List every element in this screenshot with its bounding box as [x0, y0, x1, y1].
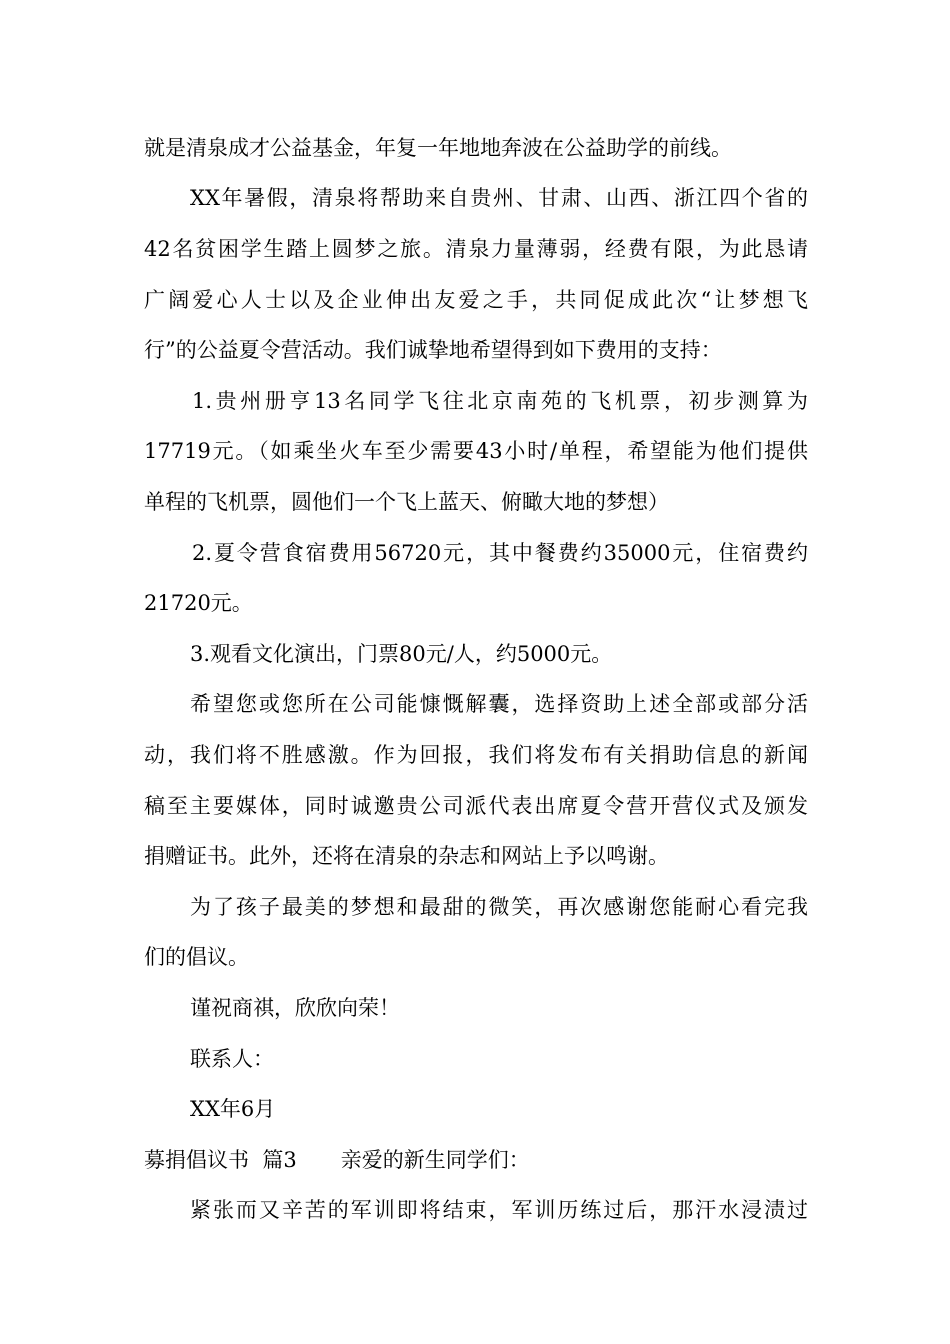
paragraph-line: 们的倡议。 — [144, 945, 249, 969]
paragraph-line: 动，我们将不胜感激。作为回报，我们将发布有关捐助信息的新闻 — [144, 743, 808, 767]
contact-line: 联系人： — [190, 1047, 274, 1071]
paragraph-line: 单程的飞机票，圆他们一个飞上蓝天、俯瞰大地的梦想） — [144, 490, 669, 514]
paragraph-line: 广阔爱心人士以及企业伸出友爱之手，共同促成此次“让梦想飞 — [144, 288, 808, 312]
paragraph-line: 42名贫困学生踏上圆梦之旅。清泉力量薄弱，经费有限，为此恳请 — [144, 237, 808, 261]
paragraph-line: 为了孩子最美的梦想和最甜的微笑，再次感谢您能耐心看完我 — [190, 895, 808, 919]
section-title: 募捐倡议书 篇3 — [144, 1148, 297, 1172]
paragraph-line: 17719元。（如乘坐火车至少需要43小时/单程，希望能为他们提供 — [144, 439, 808, 463]
paragraph-line: 紧张而又辛苦的军训即将结束，军训历练过后，那汗水浸渍过 — [190, 1198, 808, 1222]
salutation: 亲爱的新生同学们： — [340, 1148, 530, 1172]
paragraph-line: 行”的公益夏令营活动。我们诚挚地希望得到如下费用的支持： — [144, 338, 722, 362]
paragraph-line: 希望您或您所在公司能慷慨解囊，选择资助上述全部或部分活 — [190, 692, 808, 716]
list-item-line: 2.夏令营食宿费用56720元，其中餐费约35000元，住宿费约 — [192, 541, 808, 565]
section-heading-line — [144, 1145, 808, 1175]
paragraph-line: 21720元。 — [144, 591, 253, 615]
paragraph-line: XX年暑假，清泉将帮助来自贵州、甘肃、山西、浙江四个省的 — [190, 186, 808, 210]
paragraph-line: 就是清泉成才公益基金，年复一年地地奔波在公益助学的前线。 — [144, 136, 732, 160]
closing-line: 谨祝商祺，欣欣向荣！ — [190, 996, 400, 1020]
list-item-line: 1.贵州册亨13名同学飞往北京南苑的飞机票，初步测算为 — [192, 389, 808, 413]
date-line: XX年6月 — [190, 1097, 276, 1121]
paragraph-line: 捐赠证书。此外，还将在清泉的杂志和网站上予以鸣谢。 — [144, 844, 669, 868]
paragraph-line: 稿至主要媒体，同时诚邀贵公司派代表出席夏令营开营仪式及颁发 — [144, 794, 808, 818]
list-item-line: 3.观看文化演出，门票80元/人，约5000元。 — [190, 642, 613, 666]
